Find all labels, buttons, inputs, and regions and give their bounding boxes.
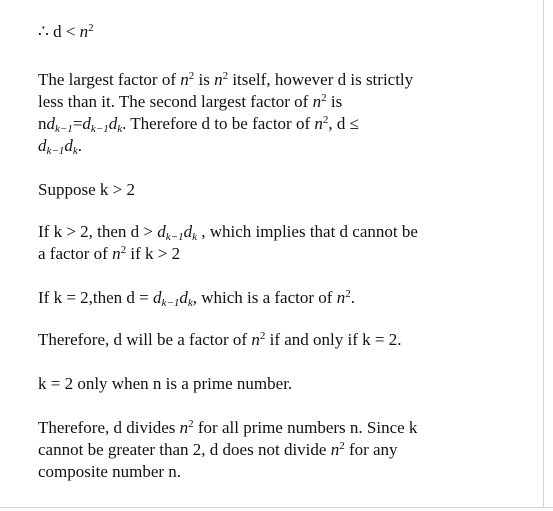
paragraph-1-line-2: less than it. The second largest factor of $n^2$ is <box>38 92 343 111</box>
paragraph-6-line-2: cannot be greater than 2, d does not divide $n^2$ for any <box>38 440 398 459</box>
paragraph-2-line-1: If k > 2, then $d > d_{k-1}d_k$ , which implies that d cannot be <box>38 222 418 243</box>
right-border-line <box>543 0 544 507</box>
paragraph-1-line-3: $nd_{k-1}=d_{k-1}d_k$. Therefore d to be factor of $n^2$, d ≤ <box>38 114 359 135</box>
paragraph-3: If k = 2,then $d = d_{k-1}d_k$, which is a factor of $n^2$. <box>38 288 355 309</box>
paragraph-4: Therefore, d will be a factor of $n^2$ if and only if k = 2. <box>38 330 402 349</box>
paragraph-2-line-2: a factor of $n^2$ if k > 2 <box>38 244 181 263</box>
suppose-line: Suppose k > 2 <box>38 180 135 199</box>
paragraph-1-line-4: $d_{k-1}d_k$. <box>38 136 82 157</box>
paragraph-1-line-1: The largest factor of $n^2$ is $n^2$ itself, however d is strictly <box>38 70 414 89</box>
paragraph-6-line-3: composite number n. <box>38 462 182 481</box>
paragraph-6-line-1: Therefore, d divides $n^2$ for all prime numbers n. Since k <box>38 418 418 437</box>
paragraph-5: k = 2 only when n is a prime number. <box>38 374 293 393</box>
bottom-border-line <box>0 507 553 508</box>
therefore-line: ∴ $d < n^2$ <box>38 22 94 41</box>
